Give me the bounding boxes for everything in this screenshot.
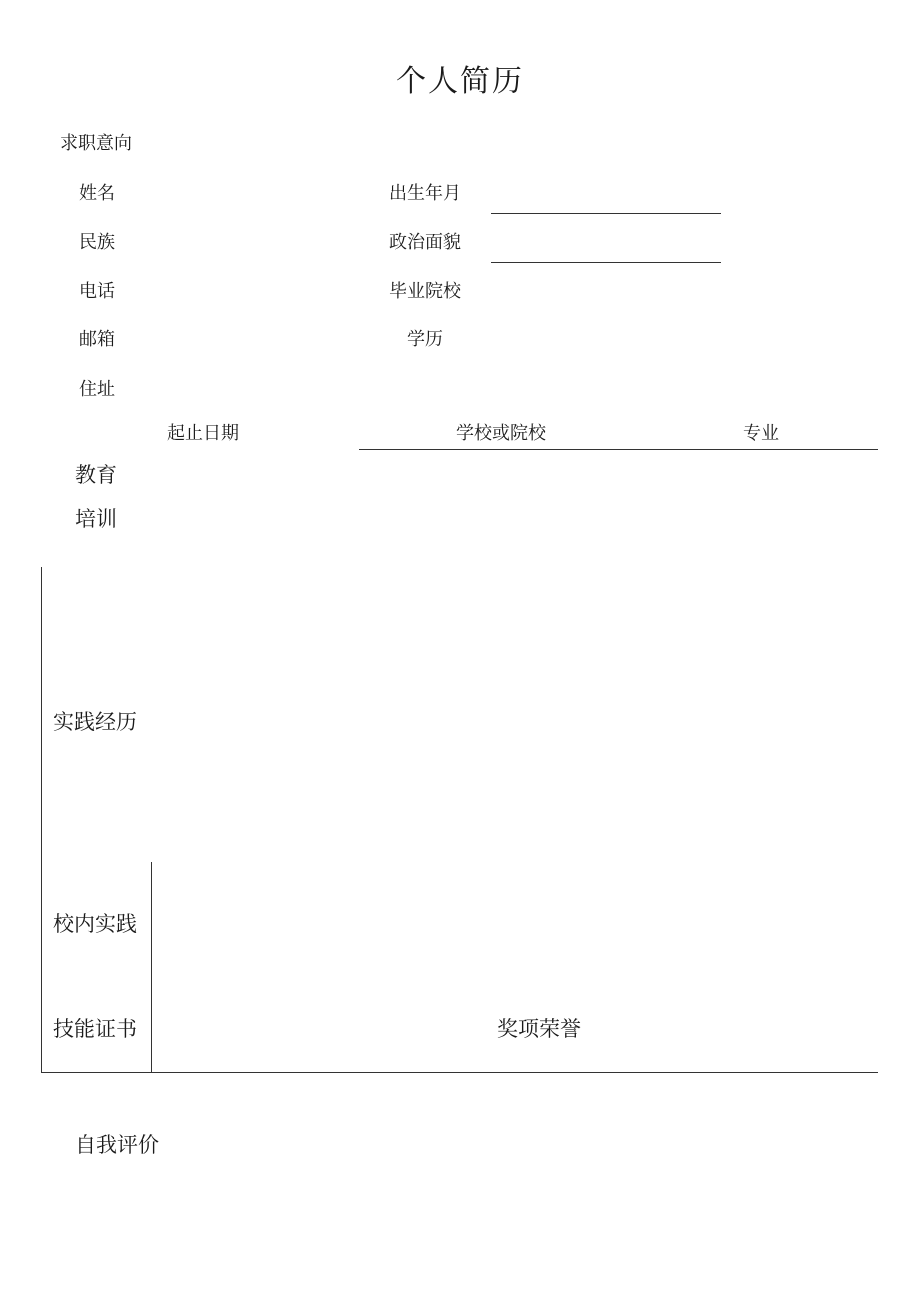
section-self-eval: 自我评价 bbox=[75, 1133, 159, 1157]
political-label: 政治面貌 bbox=[389, 232, 461, 253]
political-underline bbox=[491, 262, 721, 263]
table-header-major: 专业 bbox=[743, 423, 779, 444]
phone-label: 电话 bbox=[79, 281, 115, 302]
section-training: 培训 bbox=[75, 507, 117, 531]
school-label: 毕业院校 bbox=[389, 281, 461, 302]
birth-underline bbox=[491, 213, 721, 214]
section-education: 教育 bbox=[75, 463, 117, 487]
page-title: 个人简历 bbox=[396, 64, 524, 99]
job-intent-label: 求职意向 bbox=[60, 133, 132, 154]
section-practice: 实践经历 bbox=[53, 710, 137, 734]
campus-frame-divider bbox=[151, 862, 152, 1073]
table-header-school: 学校或院校 bbox=[456, 423, 546, 444]
email-label: 邮箱 bbox=[79, 329, 115, 350]
birth-label: 出生年月 bbox=[389, 183, 461, 204]
section-awards: 奖项荣誉 bbox=[497, 1017, 581, 1041]
section-skills: 技能证书 bbox=[53, 1017, 137, 1041]
practice-frame-left bbox=[41, 567, 42, 1073]
ethnicity-label: 民族 bbox=[79, 232, 115, 253]
degree-label: 学历 bbox=[407, 329, 443, 350]
name-label: 姓名 bbox=[79, 183, 115, 204]
practice-frame-bottom bbox=[41, 1072, 878, 1073]
table-header-rule bbox=[359, 449, 878, 450]
table-header-dates: 起止日期 bbox=[167, 423, 239, 444]
address-label: 住址 bbox=[79, 379, 115, 400]
section-campus: 校内实践 bbox=[53, 912, 137, 936]
